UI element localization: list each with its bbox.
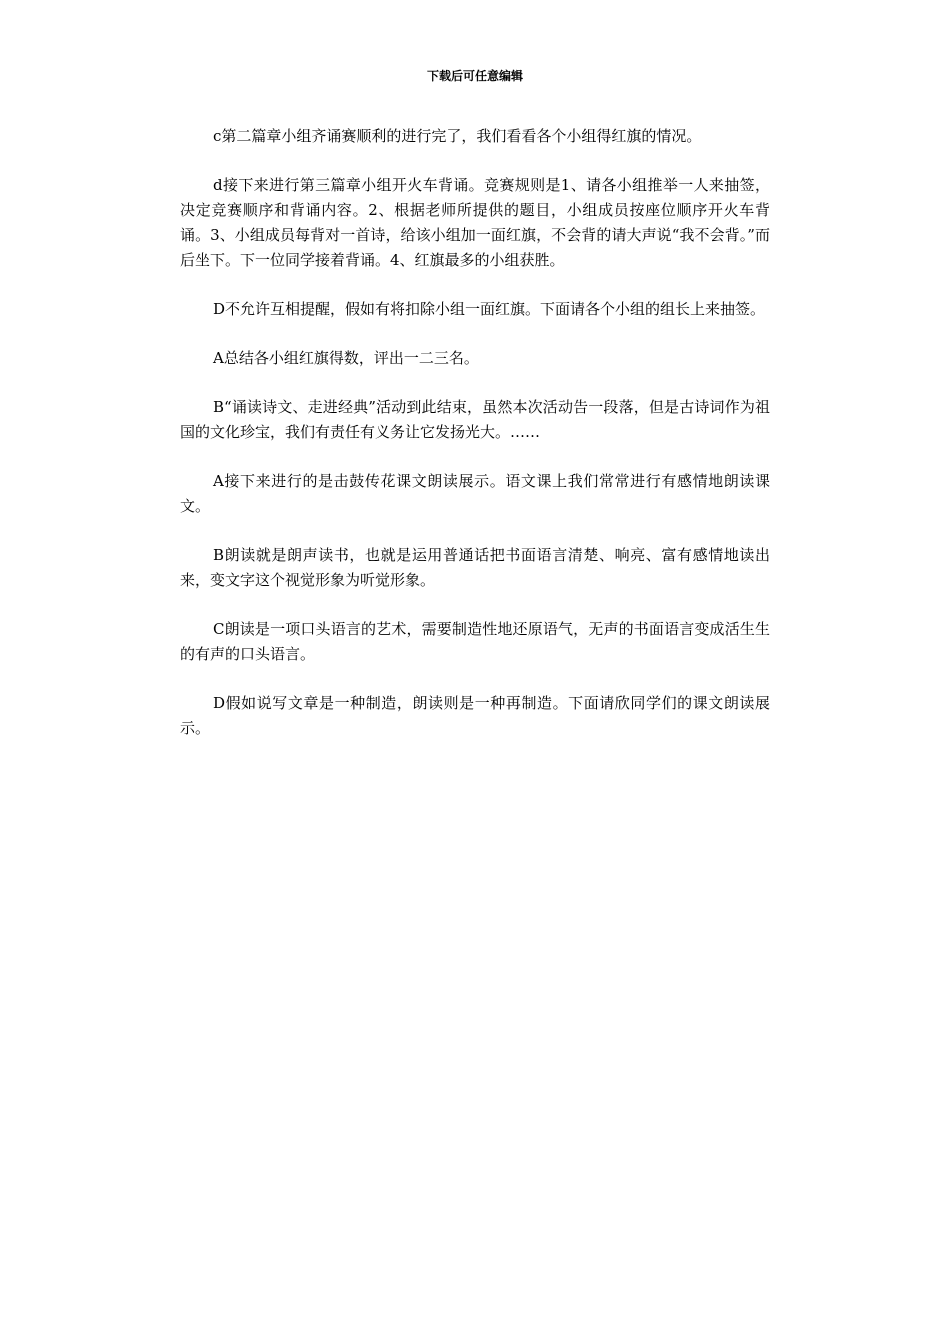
paragraph-7: B朗读就是朗声读书，也就是运用普通话把书面语言清楚、响亮、富有感情地读出来，变文字这个视觉形象为听觉形象。	[180, 546, 770, 589]
paragraph-4: A总结各小组红旗得数，评出一二三名。	[213, 349, 479, 367]
page-header: 下载后可任意编辑	[426, 69, 523, 83]
document-body	[180, 124, 770, 765]
paragraph-1: c第二篇章小组齐诵赛顺利的进行完了，我们看看各个小组得红旗的情况。	[213, 127, 702, 145]
paragraph-6: A接下来进行的是击鼓传花课文朗读展示。语文课上我们常常进行有感情地朗读课文。	[180, 472, 770, 515]
paragraph-5: B“诵读诗文、走进经典”活动到此结束，虽然本次活动告一段落，但是古诗词作为祖国的文化珍宝，我们有责任有义务让它发扬光大。……	[180, 398, 770, 441]
paragraph-9: D假如说写文章是一种制造，朗读则是一种再制造。下面请欣同学们的课文朗读展示。	[180, 694, 770, 737]
paragraph-3: D不允许互相提醒，假如有将扣除小组一面红旗。下面请各个小组的组长上来抽签。	[213, 300, 766, 318]
paragraph-2: d接下来进行第三篇章小组开火车背诵。竞赛规则是1、请各小组推举一人来抽签，决定竞赛顺序和背诵内容。2、根据老师所提供的题目，小组成员按座位顺序开火车背诵。3、小组成员每背对一首诗，给该小组加一面红旗，不会背的请大声说“我不会背。”而后坐下。下一位同学接着背诵。4、红旗最多的小组获胜。	[180, 176, 770, 269]
paragraph-8: C朗读是一项口头语言的艺术，需要制造性地还原语气，无声的书面语言变成活生生的有声的口头语言。	[180, 620, 770, 663]
